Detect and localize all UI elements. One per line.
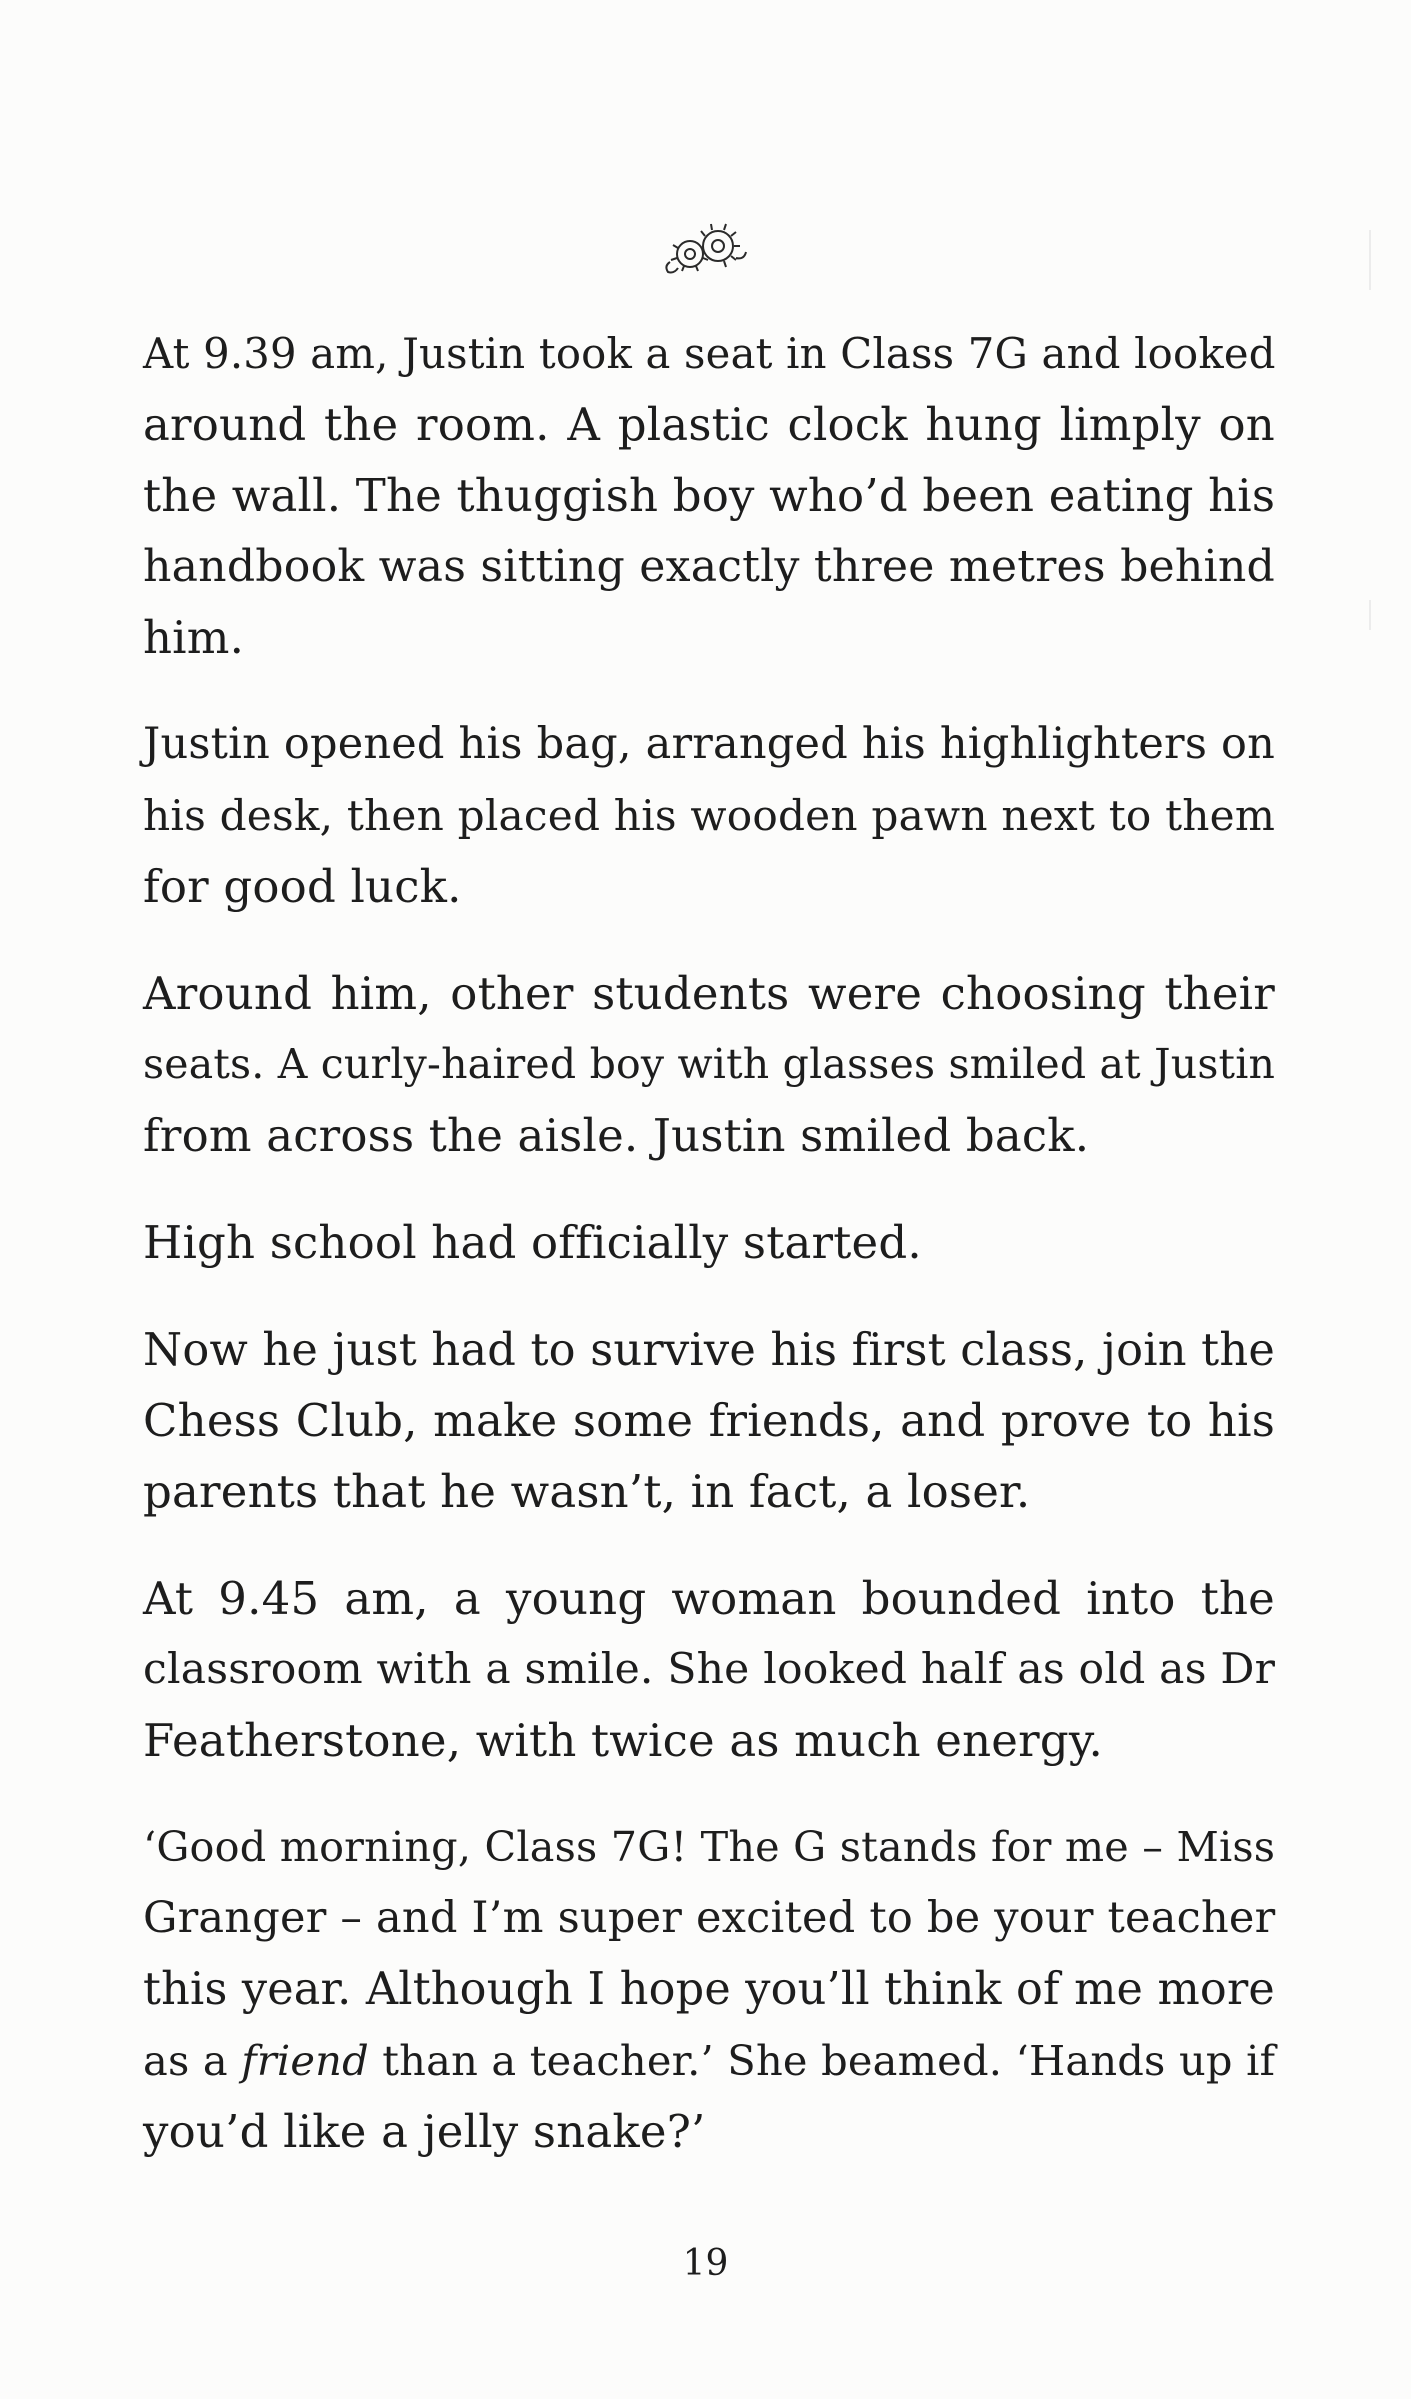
text-line: classroom with a smile. She looked half as old as Dr — [143, 1645, 1276, 1694]
text-line: High school had officially started. — [143, 1216, 922, 1269]
emphasis-word: friend — [241, 2036, 369, 2085]
text-line: Around him, other students were choosing their — [143, 967, 1275, 1020]
text-line: from across the aisle. Justin smiled back. — [143, 1109, 1090, 1162]
text-line: the wall. The thuggish boy who’d been eating his — [143, 469, 1276, 522]
text-line: for good luck. — [143, 860, 462, 913]
text-line: you’d like a jelly snake?’ — [143, 2105, 706, 2158]
text-line — [143, 2025, 1275, 2096]
text-line: At 9.39 am, Justin took a seat in Class 7G and looked — [143, 329, 1276, 378]
page-edge-mark — [1369, 230, 1371, 290]
paragraph — [143, 1563, 1275, 1776]
text-line: his desk, then placed his wooden pawn next to them — [143, 791, 1276, 840]
page-number: 19 — [682, 2243, 729, 2284]
text-line: him. — [143, 611, 245, 664]
text-line: Now he just had to survive his first class, join the — [143, 1323, 1275, 1376]
paragraph — [143, 709, 1275, 922]
chapter-body-text — [143, 318, 1275, 2203]
gear-flourish-icon — [660, 218, 756, 278]
text-line: Justin opened his bag, arranged his highlighters on — [143, 719, 1275, 769]
text-line: At 9.45 am, a young woman bounded into the — [143, 1572, 1275, 1625]
text-line: Granger – and I’m super excited to be your teacher — [143, 1893, 1276, 1943]
text-line: Chess Club, make some friends, and prove to his — [143, 1394, 1275, 1447]
text-line: parents that he wasn’t, in fact, a loser. — [143, 1465, 1031, 1518]
paragraph — [143, 958, 1275, 1171]
paragraph — [143, 318, 1275, 673]
paragraph — [143, 1812, 1275, 2167]
text-line: handbook was sitting exactly three metres behind — [143, 541, 1275, 592]
text-run: as a — [143, 2036, 242, 2085]
text-line: Featherstone, with twice as much energy. — [143, 1714, 1104, 1767]
text-line: ‘Good morning, Class 7G! The G stands for me – Miss — [143, 1823, 1276, 1871]
page-edge-mark — [1369, 600, 1371, 630]
text-line: seats. A curly-haired boy with glasses smiled at Justin — [143, 1040, 1276, 1088]
paragraph — [143, 1207, 1275, 1278]
paragraph — [143, 1314, 1275, 1527]
text-run: than a teacher.’ She beamed. ‘Hands up if — [368, 2036, 1276, 2085]
text-line: this year. Although I hope you’ll think of me more — [143, 1963, 1275, 2015]
text-line: around the room. A plastic clock hung limply on — [143, 398, 1275, 451]
